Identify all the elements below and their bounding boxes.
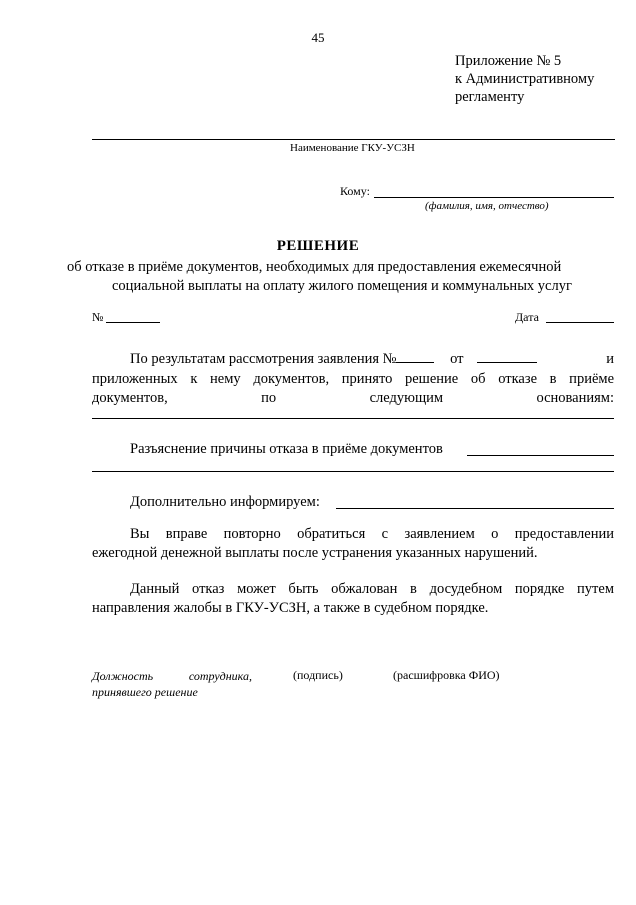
reapply-line-1: Вы вправе повторно обратиться с заявлением о предоставлении [130,526,614,542]
signature-position-line-2: принявшего решение [92,685,198,699]
to-caption: (фамилия, имя, отчество) [425,200,549,212]
appendix-block [455,52,594,106]
results-text-1: По результатам рассмотрения заявления № [130,351,397,367]
signature-fio-caption: (расшифровка ФИО) [393,668,500,682]
appendix-line-3: регламенту [455,89,525,105]
appendix-line-2: к Административному [455,71,595,87]
number-line [106,322,160,323]
application-date-blank [477,350,537,363]
to-label: Кому: [340,184,370,198]
signature-sign-caption: (подпись) [293,668,343,682]
results-text-2: от [450,351,464,367]
results-text-3: и [606,351,614,367]
explanation-line-1 [467,455,614,456]
signature-position [92,668,252,700]
results-line-3: документов, по следующим основаниям: [92,390,614,406]
number-label: № [92,310,104,324]
results-line-1 [130,350,614,369]
document-title: РЕШЕНИЕ [276,238,360,254]
org-name-line [92,139,615,140]
appendix-line-1: Приложение № 5 [455,53,562,69]
explanation-line-2 [92,471,614,472]
to-line [374,197,614,198]
additional-line [336,508,614,509]
date-label: Дата [515,310,539,324]
signature-position-line-1: Должность сотрудника, [92,669,252,683]
subtitle-line-1: об отказе в приёме документов, необходимых для предоставления ежемесячной [67,259,562,275]
date-line [546,322,614,323]
appeal-line-1: Данный отказ может быть обжалован в досудебном порядке путем [130,581,614,597]
explanation-label: Разъяснение причины отказа в приёме документов [130,441,443,457]
application-number-blank [396,350,434,363]
org-caption: Наименование ГКУ-УСЗН [290,142,415,154]
grounds-line [92,418,614,419]
appeal-line-2: направления жалобы в ГКУ-УСЗН, а также в судебном порядке. [92,600,489,616]
results-line-2: приложенных к нему документов, принято решение об отказе в приёме [92,371,614,387]
additional-label: Дополнительно информируем: [130,494,320,510]
page-number: 45 [311,30,325,45]
subtitle-line-2: социальной выплаты на оплату жилого помещения и коммунальных услуг [112,278,572,294]
reapply-line-2: ежегодной денежной выплаты после устранения указанных нарушений. [92,545,538,561]
